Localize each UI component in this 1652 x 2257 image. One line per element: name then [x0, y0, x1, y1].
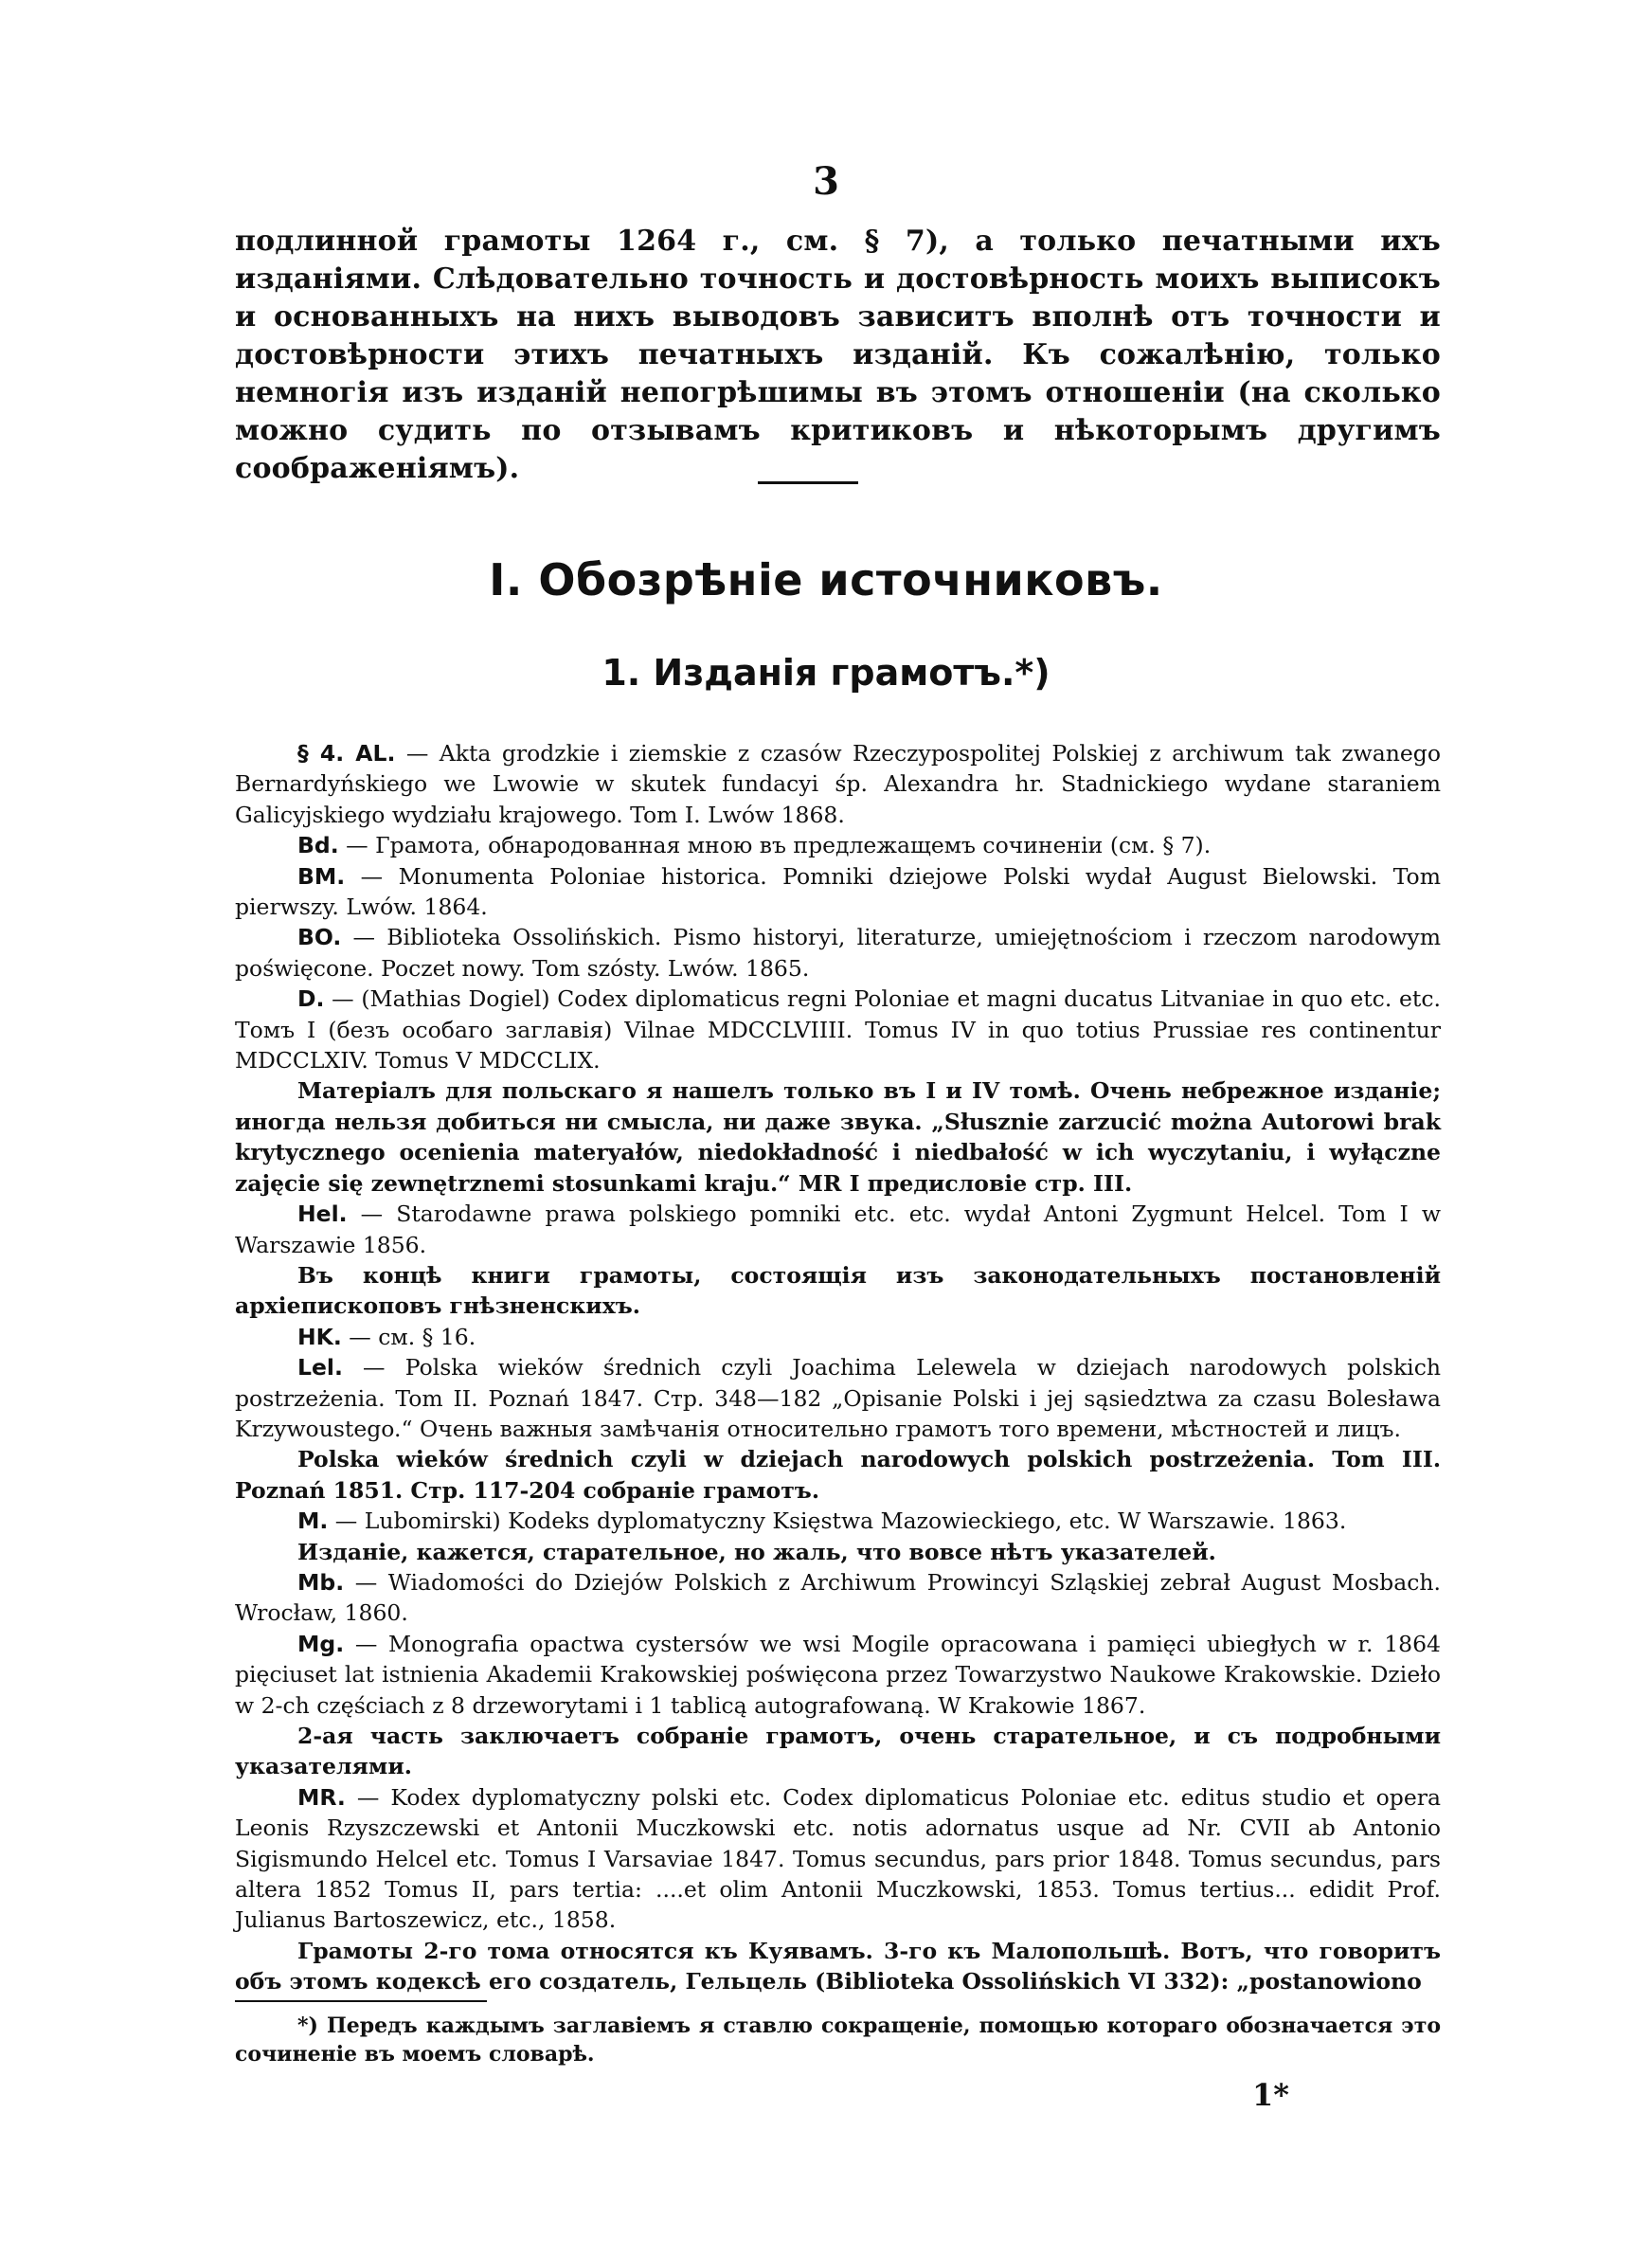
entry-abbreviation: M. [297, 1508, 329, 1535]
entry-abbreviation: § 4. AL. [297, 740, 396, 767]
entry-text: — Akta grodzkie i ziemskie z czasów Rzeczypospolitej Polskiej z archiwum tak zwanego Bernardyńskiego we Lwowie w skutek fundacyi śp. Alexandra hr. Stadnickiego wydane staraniem Galicyjskiego wydziału krajowego. Tom I. Lwów 1868. [235, 740, 1441, 828]
entry-abbreviation: Bd. [297, 832, 339, 859]
entry-abbreviation: HK. [297, 1323, 342, 1350]
entry-abbreviation: D. [297, 985, 325, 1013]
entry-abbreviation: Mg. [297, 1630, 345, 1657]
entry-note: Грамоты 2-го тома относятся къ Куявамъ. 3-го къ Малопольшѣ. Вотъ, что говоритъ объ этомъ кодексѣ его создатель, Гельцель (Biblioteka Ossolińskich VI 332): „postanowiono [235, 1937, 1441, 1995]
entry-text: — (Mathias Dogiel) Codex diplomaticus regni Poloniae et magni ducatus Litvaniae in quo etc. etc. Томъ I (безъ особаго заглавія) Vilnae MDCCLVIIII. Tomus IV in quo totius Prussiae res continentur MDCCLXIV. Tomus V MDCCLIX. [235, 985, 1441, 1074]
entry-text: — Грамота, обнародованная мною въ предлежащемъ сочиненіи (см. § 7). [338, 832, 1212, 859]
entry-text: — Polska wieków średnich czyli Joachima Lelewela w dziejach narodowych polskich postrzeżenia. Tom II. Poznań 1847. Стр. 348—182 „Opisanie Polski i jej sąsiedztwa za czasu Bolesława Krzywoustego.“ Очень важныя замѣчанія относительно грамотъ того времени, мѣстностей и лицъ. [235, 1354, 1441, 1442]
entry-citation [235, 1322, 1441, 1352]
entry-citation [235, 830, 1441, 860]
entry-citation [235, 1567, 1441, 1629]
entry-citation [235, 1352, 1441, 1444]
entry-citation [235, 1629, 1441, 1721]
entry-citation [235, 738, 1441, 830]
entry-text: — Lubomirski) Kodeks dyplomatyczny Księstwa Mazowieckiego, etc. W Warszawie. 1863. [328, 1508, 1347, 1535]
entry-text: — см. § 16. [341, 1323, 476, 1350]
bibliography-entry [235, 861, 1441, 923]
entry-citation [235, 861, 1441, 923]
entry-text: — Wiadomości do Dziejów Polskich z Archiwum Prowincyi Szląskiej zebrał August Mosbach. Wrocław, 1860. [235, 1568, 1441, 1627]
entry-note: 2-ая часть заключаетъ собраніе грамотъ, очень старательное, и съ подробными указателями. [235, 1723, 1441, 1780]
entry-abbreviation: BM. [297, 862, 346, 890]
entry-citation [235, 1506, 1441, 1536]
bibliography-entry [235, 1322, 1441, 1352]
entry-citation [235, 1782, 1441, 1936]
subsection-heading: 1. Изданія грамотъ.*) [602, 652, 1050, 694]
entry-citation [235, 984, 1441, 1075]
signature-mark: 1* [1252, 2077, 1289, 2113]
entry-note: Матеріалъ для польскаго я нашелъ только въ I и IV томѣ. Очень небрежное изданіе; иногда нельзя добиться ни смысла, ни даже звука. „Słusznie zarzucić można Autorowi brak krytycznego ocenienia materyałów, niedokładność i niedbałość w ich wyczytaniu, i wyłączne zajęcie się zewnętrznemi stosunkami kraju.“ MR I предисловіе стр. III. [235, 1077, 1441, 1197]
entry-text: — Biblioteka Ossolińskich. Pismo historyi, literaturze, umiejętnościom i rzeczom narodowym poświęcone. Poczet nowy. Tom szósty. Lwów. 1865. [235, 924, 1441, 982]
entry-abbreviation: Hel. [297, 1201, 348, 1228]
bibliography-entry [235, 830, 1441, 860]
entry-abbreviation: BO. [297, 924, 342, 951]
bibliography-entry [235, 1567, 1441, 1629]
footnote [235, 2012, 1441, 2068]
bibliography-entry [235, 1352, 1441, 1506]
bibliography-entry [235, 1782, 1441, 1997]
entry-note: Polska wieków średnich czyli w dziejach narodowych polskich postrzeżenia. Tom III. Poznań 1851. Стр. 117-204 собраніе грамотъ. [235, 1446, 1441, 1504]
bibliography-list [235, 738, 1441, 1997]
entry-citation [235, 1199, 1441, 1260]
entry-citation [235, 922, 1441, 984]
intro-paragraph: подлинной грамоты 1264 г., см. § 7), а только печатными ихъ изданіями. Слѣдовательно точность и достовѣрность моихъ выписокъ и основанныхъ на нихъ выводовъ зависитъ вполнѣ отъ точности и достовѣрности этихъ печатныхъ изданій. Къ сожалѣнію, только немногія изъ изданій непогрѣшимы въ этомъ отношеніи (на сколько можно судить по отзывамъ критиковъ и нѣкоторымъ другимъ соображеніямъ). [235, 225, 1441, 485]
entry-note: Изданіе, кажется, старательное, но жаль, что вовсе нѣтъ указателей. [297, 1538, 1216, 1565]
entry-abbreviation: Lel. [297, 1354, 343, 1381]
page-number: 3 [813, 159, 839, 204]
footnote-divider [235, 2000, 487, 2002]
bibliography-entry [235, 1199, 1441, 1322]
entry-text: — Kodex dyplomatyczny polski etc. Codex diplomaticus Poloniae etc. editus studio et opera Leonis Rzyszczewski et Antonii Muczkowski etc. notis adornatus usque ad Nr. CVII ab Antonio Sigismundo Helcel etc. Tomus I Varsaviae 1847. Tomus secundus, pars prior 1848. Tomus secundus, pars altera 1852 Tomus II, pars tertia: ....et olim Antonii Muczkowski, 1853. Tomus tertius... edidit Prof. Julianus Bartoszewicz, etc., 1858. [235, 1783, 1441, 1934]
entry-text: — Monografia opactwa cystersów we wsi Mogile opracowana i pamięci ubiegłych w r. 1864 pięciuset lat istnienia Akademii Krakowskiej poświęcona przez Towarzystwo Naukowe Krakowskie. Dzieło w 2-ch częściach z 8 drzeworytami i 1 tablicą autografowaną. W Krakowie 1867. [235, 1630, 1441, 1719]
bibliography-entry [235, 1629, 1441, 1782]
entry-text: — Monumenta Poloniae historica. Pomniki dziejowe Polski wydał August Bielowski. Tom pierwszy. Lwów. 1864. [235, 862, 1441, 921]
entry-abbreviation: MR. [297, 1783, 346, 1811]
footnote-text: *) Передъ каждымъ заглавіемъ я ставлю сокращеніе, помощью котораго обозначается это сочиненіе въ моемъ словарѣ. [235, 2013, 1441, 2067]
bibliography-entry [235, 922, 1441, 984]
section-divider [758, 481, 858, 484]
bibliography-entry [235, 738, 1441, 830]
bibliography-entry [235, 1506, 1441, 1567]
entry-note: Въ концѣ книги грамоты, состоящія изъ законодательныхъ постановленій архіепископовъ гнѣзненскихъ. [235, 1261, 1441, 1320]
entry-text: — Starodawne prawa polskiego pomniki etc. etc. wydał Antoni Zygmunt Helcel. Tom I w Warszawie 1856. [235, 1201, 1441, 1258]
bibliography-entry [235, 984, 1441, 1199]
section-heading: I. Обозрѣніе источниковъ. [489, 554, 1163, 605]
entry-abbreviation: Mb. [297, 1568, 345, 1596]
